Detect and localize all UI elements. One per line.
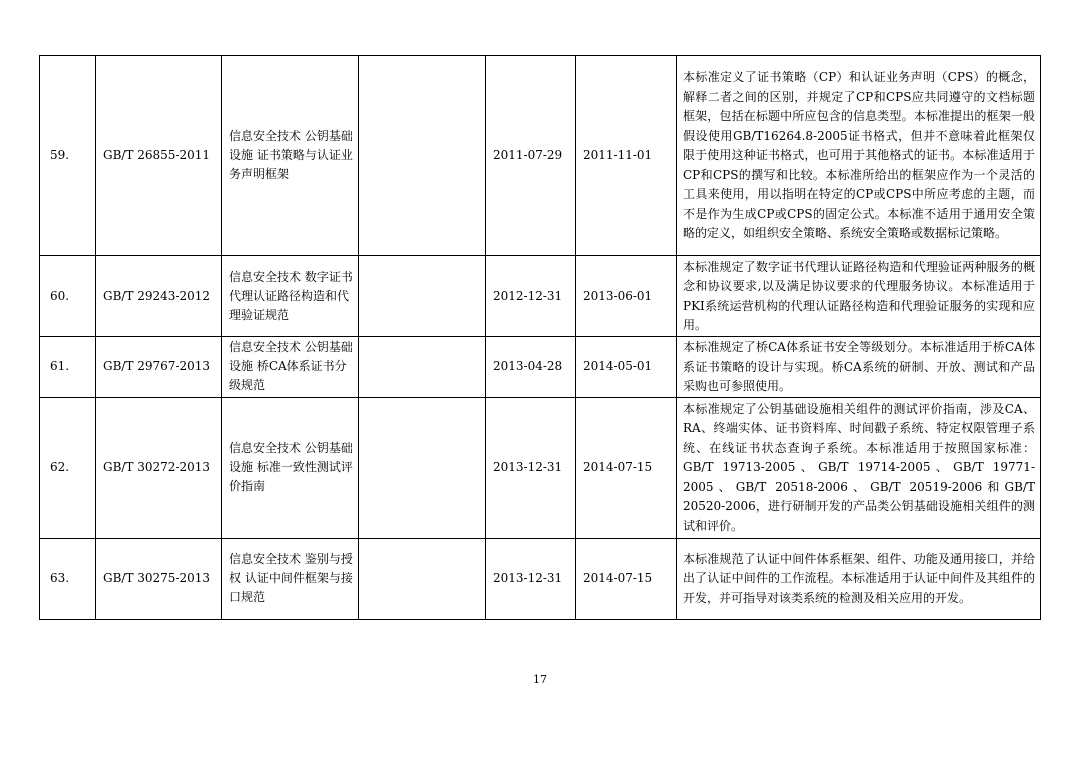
standard-code: GB/T 29767-2013 bbox=[96, 337, 222, 398]
issue-date: 2012-12-31 bbox=[486, 256, 576, 337]
implementation-date: 2013-06-01 bbox=[576, 256, 677, 337]
standards-table bbox=[39, 55, 1041, 620]
empty-cell bbox=[359, 337, 486, 398]
standard-code: GB/T 30272-2013 bbox=[96, 397, 222, 538]
standard-code: GB/T 30275-2013 bbox=[96, 538, 222, 619]
issue-date: 2013-12-31 bbox=[486, 538, 576, 619]
empty-cell bbox=[359, 56, 486, 256]
page-number: 17 bbox=[533, 673, 547, 686]
row-number: 59. bbox=[40, 56, 96, 256]
standard-name: 信息安全技术 公钥基础设施 桥CA体系证书分级规范 bbox=[222, 337, 359, 398]
table-row bbox=[40, 337, 1041, 398]
row-number: 62. bbox=[40, 397, 96, 538]
implementation-date: 2014-07-15 bbox=[576, 538, 677, 619]
implementation-date: 2011-11-01 bbox=[576, 56, 677, 256]
standard-name: 信息安全技术 公钥基础设施 证书策略与认证业务声明框架 bbox=[222, 56, 359, 256]
issue-date: 2011-07-29 bbox=[486, 56, 576, 256]
standard-name: 信息安全技术 数字证书代理认证路径构造和代理验证规范 bbox=[222, 256, 359, 337]
standard-description: 本标准规定了数字证书代理认证路径构造和代理验证两种服务的概念和协议要求,以及满足协议要求的代理服务协议。本标准适用于PKI系统运营机构的代理认证路径构造和代理验证服务的实现和应用。 bbox=[677, 256, 1041, 337]
empty-cell bbox=[359, 538, 486, 619]
standard-description: 本标准规定了桥CA体系证书安全等级划分。本标准适用于桥CA体系证书策略的设计与实现。桥CA系统的研制、开放、测试和产品采购也可参照使用。 bbox=[677, 337, 1041, 398]
implementation-date: 2014-05-01 bbox=[576, 337, 677, 398]
standard-description: 本标准规定了公钥基础设施相关组件的测试评价指南，涉及CA、RA、终端实体、证书资料库、时间戳子系统、特定权限管理子系统、在线证书状态查询子系统。本标准适用于按照国家标准：GB/T 19713-2005、GB/T 19714-2005、GB/T 19771-2005、GB/T 20518-2006、GB/T 20519-2006和GB/T 20520-2006，进行研制开发的产品类公钥基础设施相关组件的测试和评价。 bbox=[677, 397, 1041, 538]
empty-cell bbox=[359, 256, 486, 337]
empty-cell bbox=[359, 397, 486, 538]
row-number: 60. bbox=[40, 256, 96, 337]
standard-name: 信息安全技术 公钥基础设施 标准一致性测试评价指南 bbox=[222, 397, 359, 538]
row-number: 63. bbox=[40, 538, 96, 619]
implementation-date: 2014-07-15 bbox=[576, 397, 677, 538]
table-row bbox=[40, 56, 1041, 256]
issue-date: 2013-04-28 bbox=[486, 337, 576, 398]
standard-code: GB/T 26855-2011 bbox=[96, 56, 222, 256]
issue-date: 2013-12-31 bbox=[486, 397, 576, 538]
standard-description: 本标准规范了认证中间件体系框架、组件、功能及通用接口，并给出了认证中间件的工作流程。本标准适用于认证中间件及其组件的开发，并可指导对该类系统的检测及相关应用的开发。 bbox=[677, 538, 1041, 619]
standard-code: GB/T 29243-2012 bbox=[96, 256, 222, 337]
table-row bbox=[40, 256, 1041, 337]
row-number: 61. bbox=[40, 337, 96, 398]
standard-description: 本标准定义了证书策略（CP）和认证业务声明（CPS）的概念，解释二者之间的区别，并规定了CP和CPS应共同遵守的文档标题框架，包括在标题中所应包含的信息类型。本标准提出的框架一般假设使用GB/T16264.8-2005证书格式，但并不意味着此框架仅限于使用这种证书格式，也可用于其他格式的证书。本标准适用于CP和CPS的撰写和比较。本标准所给出的框架应作为一个灵活的工具来使用，用以指明在特定的CP或CPS中所应考虑的主题，而不是作为生成CP或CPS的固定公式。本标准不适用于通用安全策略的定义，如组织安全策略、系统安全策略或数据标记策略。 bbox=[677, 56, 1041, 256]
table-row bbox=[40, 397, 1041, 538]
standard-name: 信息安全技术 鉴别与授权 认证中间件框架与接口规范 bbox=[222, 538, 359, 619]
table-row bbox=[40, 538, 1041, 619]
